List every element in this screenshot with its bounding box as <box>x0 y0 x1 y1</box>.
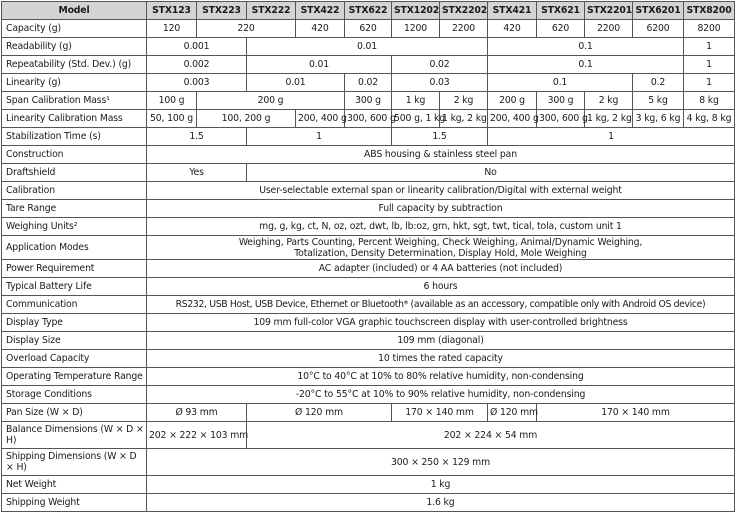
model-header: Model <box>2 2 147 20</box>
table-cell: 8 kg <box>684 92 735 110</box>
model-header-stx2202: STX2202 <box>440 2 488 20</box>
row-label: Span Calibration Mass¹ <box>2 92 147 110</box>
model-header-stx1202: STX1202 <box>392 2 440 20</box>
table-cell: 1.5 <box>147 128 247 146</box>
table-cell: 2 kg <box>585 92 633 110</box>
table-row <box>2 494 735 512</box>
table-cell: 1.5 <box>392 128 488 146</box>
table-row <box>2 236 735 260</box>
row-label: Power Requirement <box>2 260 147 278</box>
row-label: Weighing Units² <box>2 218 147 236</box>
table-cell: 10 times the rated capacity <box>147 350 735 368</box>
table-cell: 0.03 <box>392 74 488 92</box>
table-cell: 1 <box>684 74 735 92</box>
table-cell: 109 mm (diagonal) <box>147 332 735 350</box>
table-row <box>2 38 735 56</box>
table-cell: 0.002 <box>147 56 247 74</box>
table-cell: 0.02 <box>345 74 392 92</box>
table-row <box>2 314 735 332</box>
header-row <box>2 2 735 20</box>
table-cell: 300 g <box>537 92 585 110</box>
model-header-stx6201: STX6201 <box>633 2 684 20</box>
table-cell: ABS housing & stainless steel pan <box>147 146 735 164</box>
table-cell: 6200 <box>633 20 684 38</box>
table-cell: 420 <box>296 20 345 38</box>
table-row <box>2 56 735 74</box>
table-cell: 2 kg <box>440 92 488 110</box>
table-row <box>2 260 735 278</box>
table-cell: AC adapter (included) or 4 AA batteries (not included) <box>147 260 735 278</box>
row-label: Display Type <box>2 314 147 332</box>
table-cell: 0.003 <box>147 74 247 92</box>
table-cell: 0.1 <box>488 56 684 74</box>
table-cell: 0.01 <box>247 74 345 92</box>
table-cell: 1 kg <box>147 476 735 494</box>
table-cell: 5 kg <box>633 92 684 110</box>
row-label: Shipping Dimensions (W × D × H) <box>2 449 147 476</box>
table-cell: 202 × 222 × 103 mm <box>147 422 247 449</box>
row-label: Calibration <box>2 182 147 200</box>
table-cell: 170 × 140 mm <box>537 404 735 422</box>
table-cell: 1 <box>684 38 735 56</box>
table-cell: No <box>247 164 735 182</box>
model-header-stx123: STX123 <box>147 2 197 20</box>
table-cell: 0.02 <box>392 56 488 74</box>
table-cell: 120 <box>147 20 197 38</box>
row-label: Repeatability (Std. Dev.) (g) <box>2 56 147 74</box>
row-label: Typical Battery Life <box>2 278 147 296</box>
row-label: Application Modes <box>2 236 147 260</box>
table-cell: 0.2 <box>633 74 684 92</box>
table-cell: 1 <box>488 128 735 146</box>
row-label: Pan Size (W × D) <box>2 404 147 422</box>
table-cell: 0.1 <box>488 74 633 92</box>
table-row <box>2 218 735 236</box>
table-row <box>2 92 735 110</box>
model-header-stx422: STX422 <box>296 2 345 20</box>
table-row <box>2 332 735 350</box>
row-label: Operating Temperature Range <box>2 368 147 386</box>
table-cell: 109 mm full-color VGA graphic touchscreen display with user-controlled brightness <box>147 314 735 332</box>
table-cell: Ø 120 mm <box>488 404 537 422</box>
table-cell: 200 g <box>488 92 537 110</box>
row-label: Shipping Weight <box>2 494 147 512</box>
table-row <box>2 368 735 386</box>
table-cell: 1 kg, 2 kg <box>440 110 488 128</box>
table-row <box>2 278 735 296</box>
model-header-stx8200: STX8200 <box>684 2 735 20</box>
row-label: Linearity (g) <box>2 74 147 92</box>
table-row <box>2 404 735 422</box>
table-cell: 50, 100 g <box>147 110 197 128</box>
table-cell: 100, 200 g <box>197 110 296 128</box>
table-cell: 0.01 <box>247 56 392 74</box>
row-label: Tare Range <box>2 200 147 218</box>
table-row <box>2 164 735 182</box>
row-label: Balance Dimensions (W × D × H) <box>2 422 147 449</box>
table-cell: Ø 93 mm <box>147 404 247 422</box>
table-cell: User-selectable external span or linearity calibration/Digital with external weight <box>147 182 735 200</box>
table-cell: 0.001 <box>147 38 247 56</box>
table-cell: 1 <box>684 56 735 74</box>
table-cell: 4 kg, 8 kg <box>684 110 735 128</box>
model-header-stx622: STX622 <box>345 2 392 20</box>
row-label: Net Weight <box>2 476 147 494</box>
table-cell: 2200 <box>585 20 633 38</box>
row-label: Communication <box>2 296 147 314</box>
table-cell: Full capacity by subtraction <box>147 200 735 218</box>
table-cell: 200, 400 g <box>488 110 537 128</box>
model-header-stx421: STX421 <box>488 2 537 20</box>
table-row <box>2 476 735 494</box>
table-row <box>2 182 735 200</box>
table-cell: mg, g, kg, ct, N, oz, ozt, dwt, lb, lb:oz, grn, hkt, sgt, twt, tical, tola, custom unit 1 <box>147 218 735 236</box>
model-header-stx223: STX223 <box>197 2 247 20</box>
spec-table <box>1 1 735 512</box>
table-cell: 10°C to 40°C at 10% to 80% relative humidity, non-condensing <box>147 368 735 386</box>
table-cell: 2200 <box>440 20 488 38</box>
table-cell: 1 kg, 2 kg <box>585 110 633 128</box>
table-cell: 8200 <box>684 20 735 38</box>
table-row <box>2 296 735 314</box>
table-row <box>2 386 735 404</box>
table-cell: 200 g <box>197 92 345 110</box>
table-row <box>2 74 735 92</box>
table-cell: 420 <box>488 20 537 38</box>
table-cell: 6 hours <box>147 278 735 296</box>
table-cell: RS232, USB Host, USB Device, Ethernet or Bluetooth* (available as an accessory, compatible only with Android OS device) <box>147 296 735 314</box>
model-header-stx222: STX222 <box>247 2 296 20</box>
table-row <box>2 110 735 128</box>
table-cell: 1200 <box>392 20 440 38</box>
table-row <box>2 20 735 38</box>
table-cell: 0.01 <box>247 38 488 56</box>
table-row <box>2 128 735 146</box>
table-cell: 100 g <box>147 92 197 110</box>
row-label: Overload Capacity <box>2 350 147 368</box>
row-label: Linearity Calibration Mass <box>2 110 147 128</box>
row-label: Construction <box>2 146 147 164</box>
table-cell: 620 <box>345 20 392 38</box>
table-cell: 3 kg, 6 kg <box>633 110 684 128</box>
table-cell: 1 <box>247 128 392 146</box>
table-cell: 300 × 250 × 129 mm <box>147 449 735 476</box>
row-label: Storage Conditions <box>2 386 147 404</box>
table-cell: Yes <box>147 164 247 182</box>
table-cell: Weighing, Parts Counting, Percent Weighing, Check Weighing, Animal/Dynamic Weighing, Totalization, Density Determination, Display Hold, Mole Weighing <box>147 236 735 260</box>
row-label: Draftshield <box>2 164 147 182</box>
row-label: Capacity (g) <box>2 20 147 38</box>
model-header-stx2201: STX2201 <box>585 2 633 20</box>
row-label: Stabilization Time (s) <box>2 128 147 146</box>
table-cell: 1.6 kg <box>147 494 735 512</box>
model-header-stx621: STX621 <box>537 2 585 20</box>
table-row <box>2 146 735 164</box>
table-cell: 620 <box>537 20 585 38</box>
table-cell: 202 × 224 × 54 mm <box>247 422 735 449</box>
row-label: Readability (g) <box>2 38 147 56</box>
table-cell: 220 <box>197 20 296 38</box>
row-label: Display Size <box>2 332 147 350</box>
table-cell: 200, 400 g <box>296 110 345 128</box>
table-row <box>2 200 735 218</box>
table-cell: 300, 600 g <box>345 110 392 128</box>
table-cell: 300 g <box>345 92 392 110</box>
table-cell: Ø 120 mm <box>247 404 392 422</box>
table-row <box>2 449 735 476</box>
table-cell: 1 kg <box>392 92 440 110</box>
table-cell: 500 g, 1 kg <box>392 110 440 128</box>
table-cell: -20°C to 55°C at 10% to 90% relative humidity, non-condensing <box>147 386 735 404</box>
table-cell: 300, 600 g <box>537 110 585 128</box>
table-cell: 170 × 140 mm <box>392 404 488 422</box>
table-row <box>2 422 735 449</box>
table-cell: 0.1 <box>488 38 684 56</box>
table-row <box>2 350 735 368</box>
